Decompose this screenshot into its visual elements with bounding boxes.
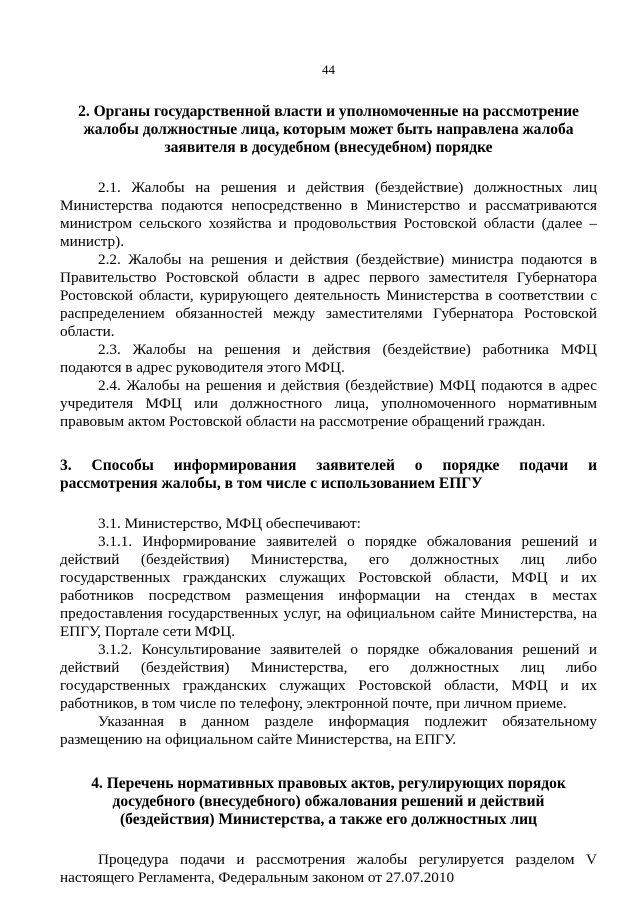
section-3: [60, 457, 597, 749]
paragraph-3-1-1: 3.1.1. Информирование заявителей о порядке обжалования решений и действий (бездействия) Министерства, его должностных лиц либо государственных гражданских служащих Ростовской области, МФЦ и их работников посредством размещения информации на стендах в местах предоставления государственных услуг, на официальном сайте Министерства, на ЕПГУ, Портале сети МФЦ.: [60, 533, 597, 640]
paragraph-3-1: 3.1. Министерство, МФЦ обеспечивают:: [98, 515, 361, 532]
section-3-title-line-1: 3. Способы информирования заявителей о порядке подачи и: [60, 457, 597, 474]
paragraph-2-2: 2.2. Жалобы на решения и действия (бездействие) министра подаются в Правительство Ростовской области в адрес первого заместителя Губернатора Ростовской области, курирующего деятельность Министерства в соответствии с распределением обязанностей между заместителями Губернатора Ростовской области.: [60, 251, 597, 340]
section-4-title: 4. Перечень нормативных правовых актов, регулирующих порядок досудебного (внесудебного) обжалования решений и действий (бездействия) Министерства, а также его должностных лиц: [91, 775, 566, 828]
section-3-title: [60, 457, 597, 493]
page-number: 44: [322, 62, 335, 77]
paragraph-2-3: 2.3. Жалобы на решения и действия (бездействие) работника МФЦ подаются в адрес руководителя этого МФЦ.: [60, 341, 597, 376]
section-2-title: 2. Органы государственной власти и уполномоченные на рассмотрение жалобы должностные лица, которым может быть направлена жалоба заявителя в досудебном (внесудебном) порядке: [78, 103, 579, 156]
paragraph-3-1-2: 3.1.2. Консультирование заявителей о порядке обжалования решений и действий (бездействия) Министерства, его должностных лиц либо государственных гражданских служащих Ростовской области, МФЦ и их работников, в том числе по телефону, электронной почте, при личном приеме.: [60, 641, 597, 712]
section-4: [60, 775, 597, 887]
paragraph-2-1: 2.1. Жалобы на решения и действия (бездействие) должностных лиц Министерства подаются непосредственно в Министерство и рассматриваются министром сельского хозяйства и продовольствия Ростовской области (далее – министр).: [60, 179, 597, 250]
paragraph-4-1: Процедура подачи и рассмотрения жалобы регулируется разделом V настоящего Регламента, Федеральным законом от 27.07.2010: [60, 851, 597, 886]
section-3-title-line-2: рассмотрения жалобы, в том числе с использованием ЕПГУ: [60, 475, 483, 492]
section-2: [60, 103, 597, 431]
paragraph-3-note: Указанная в данном разделе информация подлежит обязательному размещению на официальном сайте Министерства, на ЕПГУ.: [60, 713, 597, 748]
paragraph-2-4: 2.4. Жалобы на решения и действия (бездействие) МФЦ подаются в адрес учредителя МФЦ или должностного лица, уполномоченного нормативным правовым актом Ростовской области на рассмотрение обращений граждан.: [60, 377, 597, 430]
